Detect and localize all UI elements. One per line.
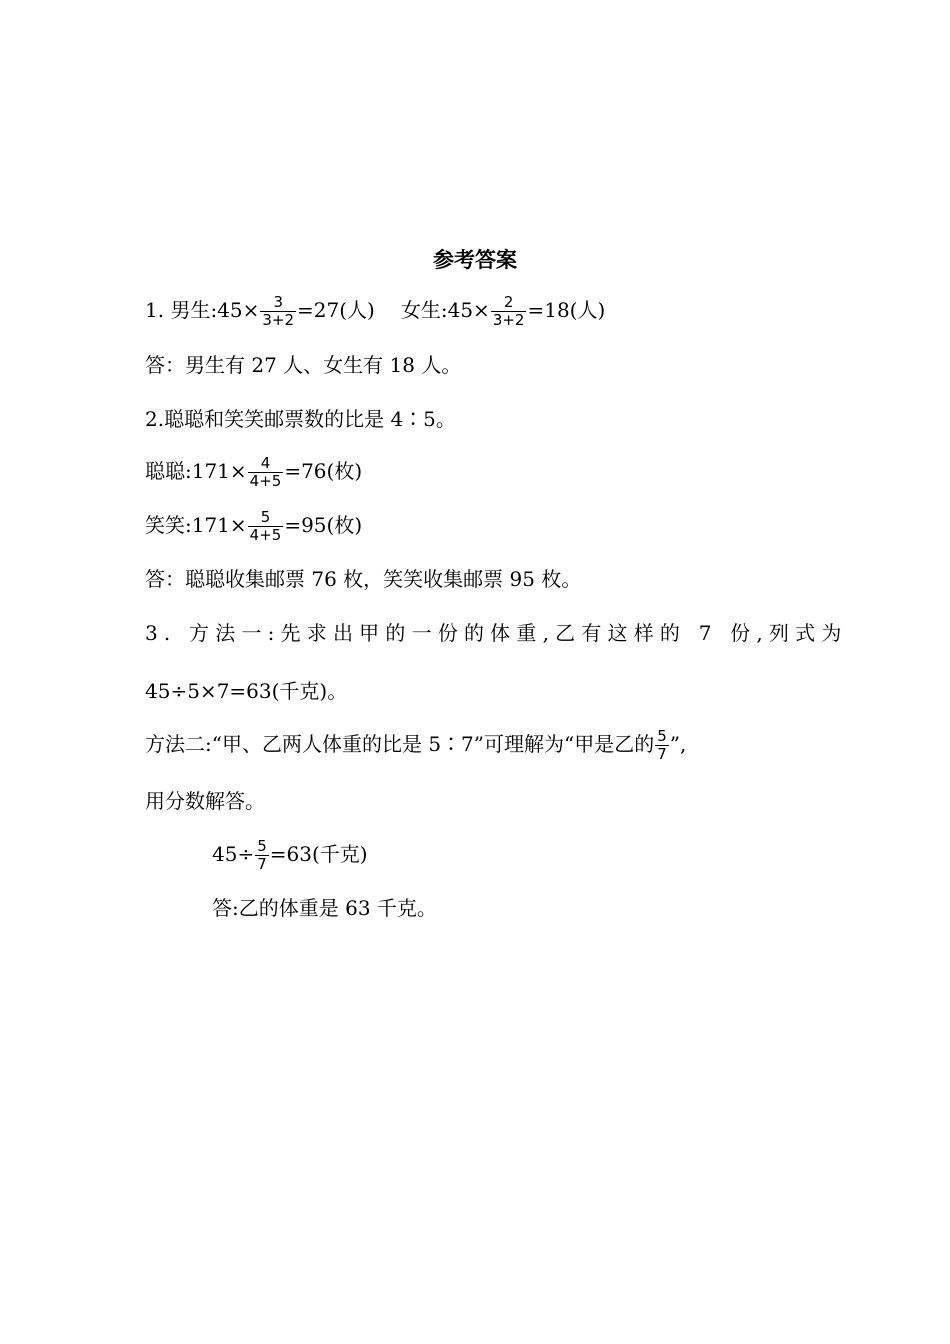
- q3-method1-line1: 3. 方法一:先求出甲的一份的体重,乙有这样的 7 份,列式为: [145, 621, 848, 645]
- q1-girls-label: 女生:45×: [400, 298, 490, 322]
- q2-cong-fraction: [248, 455, 284, 490]
- fraction-numerator: 3: [273, 293, 283, 311]
- q1-equation-line: [145, 294, 605, 329]
- fraction-denominator: 3+2: [492, 311, 525, 329]
- q3-method2-line1: [145, 728, 686, 763]
- fraction-numerator: 4: [260, 454, 271, 472]
- fraction-denominator: 4+5: [249, 526, 282, 544]
- q1-girls-result: =18(人): [527, 298, 606, 322]
- q3-calc-result: =63(千克): [269, 842, 368, 866]
- fraction-denominator: 7: [257, 855, 267, 873]
- q2-xiao-line: [145, 509, 362, 544]
- q2-cong-label: 聪聪:171×: [145, 459, 247, 483]
- q2-xiao-fraction: [248, 509, 284, 544]
- q2-intro: 2.聪聪和笑笑邮票数的比是 4∶5。: [145, 407, 456, 431]
- fraction-numerator: 5: [260, 508, 271, 526]
- q1-boys-fraction: [260, 294, 296, 329]
- q3-calculation-line: [212, 838, 368, 873]
- page-title: 参考答案: [433, 248, 517, 272]
- q2-xiao-label: 笑笑:171×: [145, 513, 247, 537]
- q2-cong-line: [145, 455, 362, 490]
- q1-boys-label: 1. 男生:45×: [145, 298, 260, 322]
- fraction-numerator: 2: [503, 293, 514, 311]
- q2-xiao-result: =95(枚): [284, 513, 363, 537]
- q3-method2-suffix: ”,: [669, 732, 687, 756]
- fraction-numerator: 5: [257, 837, 267, 855]
- q3-answer: 答:乙的体重是 63 千克。: [212, 896, 437, 920]
- q1-answer: 答：男生有 27 人、女生有 18 人。: [145, 353, 462, 377]
- q2-answer: 答：聪聪收集邮票 76 枚，笑笑收集邮票 95 枚。: [145, 567, 582, 591]
- fraction-numerator: 5: [657, 727, 667, 745]
- fraction-denominator: 4+5: [249, 472, 282, 490]
- q1-boys-result: =27(人): [297, 298, 375, 322]
- q3-method1-line2: 45÷5×7=63(千克)。: [145, 679, 348, 703]
- fraction-denominator: 3+2: [262, 311, 295, 329]
- fraction-denominator: 7: [657, 745, 667, 763]
- q1-girls-fraction: [491, 294, 527, 329]
- q3-method2-line2: 用分数解答。: [145, 789, 265, 813]
- q3-method2-prefix: 方法二:“甲、乙两人体重的比是 5∶7”可理解为“甲是乙的: [145, 732, 655, 756]
- q3-calc-fraction: [255, 838, 269, 873]
- q3-calc-prefix: 45÷: [212, 842, 255, 866]
- q2-cong-result: =76(枚): [284, 459, 363, 483]
- q3-method2-fraction: [655, 728, 669, 763]
